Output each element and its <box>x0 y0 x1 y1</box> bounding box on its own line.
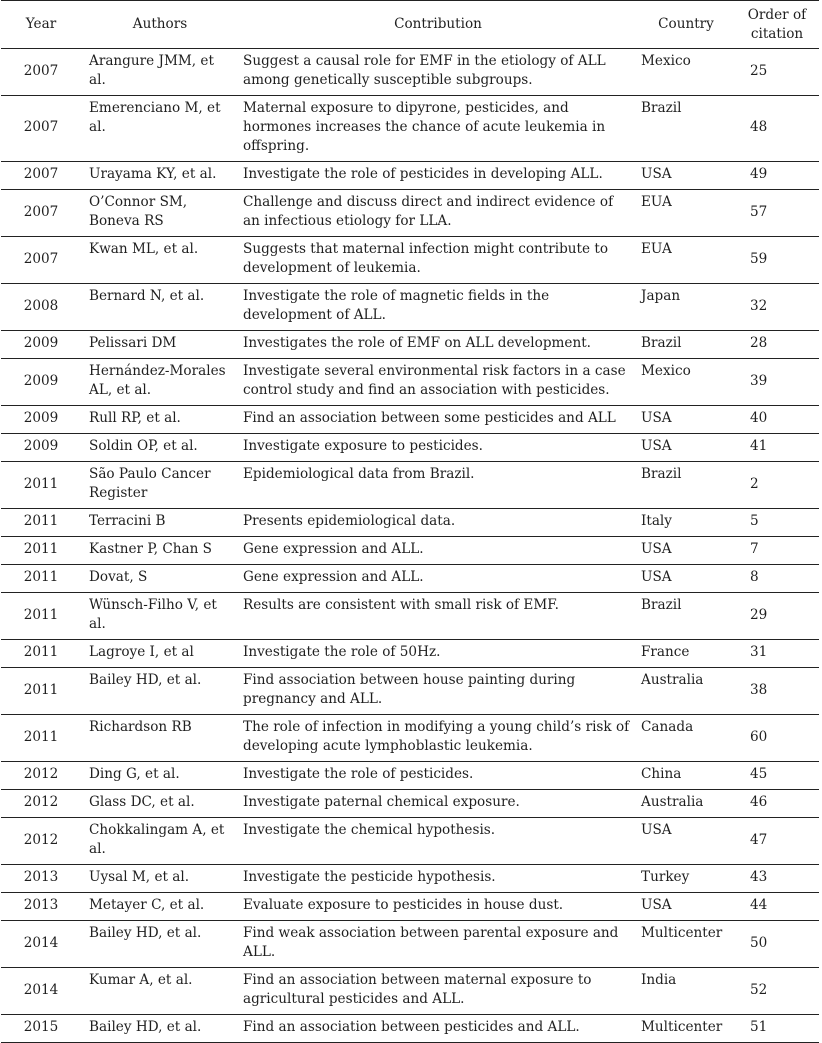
cell-country: EUA <box>641 194 672 210</box>
cell-contribution: Find association between house painting during pregnancy and ALL. <box>243 672 576 707</box>
table-row <box>1 509 819 537</box>
table-row <box>1 359 819 406</box>
cell-contribution: Investigate the role of pesticides. <box>243 766 474 782</box>
cell-authors: Bailey HD, et al. <box>89 672 202 688</box>
cell-year: 2012 <box>23 766 59 782</box>
cell-contribution: Suggest a causal role for EMF in the etiology of ALL among genetically susceptible subgroups. <box>243 53 606 88</box>
cell-order: 60 <box>750 728 768 745</box>
cell-country: Turkey <box>641 869 690 885</box>
cell-authors: Ding G, et al. <box>89 766 180 782</box>
cell-year: 2011 <box>23 681 59 698</box>
cell-contribution: Investigate several environmental risk factors in a case control study and find an association with pesticides. <box>243 363 626 398</box>
cell-contribution: Gene expression and ALL. <box>243 569 424 585</box>
cell-order: 38 <box>750 681 768 698</box>
cell-contribution: Investigate the pesticide hypothesis. <box>243 869 496 885</box>
cell-country: USA <box>641 569 672 585</box>
table-row <box>1 162 819 190</box>
header-year: Year <box>25 16 57 32</box>
cell-authors: São Paulo Cancer Register <box>89 466 211 501</box>
cell-contribution: Gene expression and ALL. <box>243 541 424 557</box>
cell-year: 2014 <box>23 934 59 951</box>
cell-order: 29 <box>750 606 768 623</box>
cell-year: 2011 <box>23 728 59 745</box>
cell-authors: Bailey HD, et al. <box>89 925 202 941</box>
cell-authors: Bernard N, et al. <box>89 288 205 304</box>
cell-year: 2007 <box>23 250 59 267</box>
cell-contribution: Presents epidemiological data. <box>243 513 456 529</box>
cell-contribution: Investigate the role of pesticides in developing ALL. <box>243 166 603 182</box>
table-row <box>1 818 819 865</box>
cell-year: 2011 <box>23 569 59 585</box>
cell-country: Canada <box>641 719 694 735</box>
table-row <box>1 968 819 1015</box>
cell-country: USA <box>641 438 672 454</box>
cell-year: 2012 <box>23 831 59 848</box>
cell-contribution: Investigate paternal chemical exposure. <box>243 794 520 810</box>
table-row <box>1 49 819 96</box>
cell-year: 2007 <box>23 119 59 135</box>
cell-year: 2009 <box>23 438 59 454</box>
cell-country: USA <box>641 166 672 182</box>
cell-country: Brazil <box>641 335 682 351</box>
cell-year: 2007 <box>23 166 59 182</box>
table-row <box>1 668 819 715</box>
header-authors: Authors <box>132 16 188 32</box>
cell-contribution: Investigate the role of magnetic fields in the development of ALL. <box>243 288 550 323</box>
cell-order: 45 <box>750 766 768 782</box>
cell-country: USA <box>641 897 672 913</box>
header-contribution: Contribution <box>394 16 482 32</box>
table-row <box>1 284 819 331</box>
cell-order: 48 <box>750 119 768 135</box>
cell-order: 51 <box>750 1019 768 1035</box>
cell-contribution: Evaluate exposure to pesticides in house dust. <box>243 897 564 913</box>
cell-country: Multicenter <box>641 925 723 941</box>
cell-country: France <box>641 644 690 660</box>
cell-order: 52 <box>750 981 768 998</box>
cell-country: China <box>641 766 682 782</box>
table-row <box>1 921 819 968</box>
cell-contribution: Find an association between pesticides and ALL. <box>243 1019 580 1035</box>
cell-contribution: The role of infection in modifying a young child’s risk of developing acute lymphoblastic leukemia. <box>243 719 630 754</box>
cell-order: 50 <box>750 934 768 951</box>
citation-table <box>1 0 819 1043</box>
cell-authors: Emerenciano M, et al. <box>89 100 221 135</box>
cell-contribution: Find an association between maternal exposure to agricultural pesticides and ALL. <box>243 972 592 1007</box>
cell-order: 41 <box>750 438 768 454</box>
cell-country: USA <box>641 410 672 426</box>
cell-year: 2011 <box>23 644 59 660</box>
cell-country: Multicenter <box>641 1019 723 1035</box>
table-row <box>1 237 819 284</box>
cell-order: 8 <box>750 569 759 585</box>
cell-country: Brazil <box>641 466 682 482</box>
cell-country: Mexico <box>641 53 691 69</box>
cell-contribution: Epidemiological data from Brazil. <box>243 466 475 482</box>
table-row <box>1 190 819 237</box>
cell-contribution: Investigate the role of 50Hz. <box>243 644 441 660</box>
table-header <box>1 1 819 49</box>
cell-authors: Glass DC, et al. <box>89 794 195 810</box>
cell-authors: Metayer C, et al. <box>89 897 205 913</box>
cell-order: 59 <box>750 250 768 267</box>
cell-country: Australia <box>641 672 704 688</box>
table-row <box>1 406 819 434</box>
cell-contribution: Investigate the chemical hypothesis. <box>243 822 496 838</box>
table-row <box>1 537 819 565</box>
cell-authors: Urayama KY, et al. <box>89 166 217 182</box>
cell-contribution: Suggests that maternal infection might contribute to development of leukemia. <box>243 241 609 276</box>
cell-authors: Bailey HD, et al. <box>89 1019 202 1035</box>
cell-authors: Pelissari DM <box>89 335 177 351</box>
table-row <box>1 762 819 790</box>
header-row <box>1 1 819 49</box>
cell-contribution: Investigates the role of EMF on ALL development. <box>243 335 591 351</box>
cell-contribution: Maternal exposure to dipyrone, pesticides, and hormones increases the chance of acute leukemia in offspring. <box>243 100 606 154</box>
cell-order: 7 <box>750 541 759 557</box>
table-row <box>1 640 819 668</box>
cell-year: 2009 <box>23 335 59 351</box>
cell-year: 2013 <box>23 897 59 913</box>
cell-contribution: Results are consistent with small risk of EMF. <box>243 597 559 613</box>
cell-country: Brazil <box>641 597 682 613</box>
cell-authors: Soldin OP, et al. <box>89 438 198 454</box>
cell-authors: Terracini B <box>89 513 166 529</box>
cell-authors: O’Connor SM, Boneva RS <box>89 194 188 229</box>
cell-year: 2008 <box>23 297 59 314</box>
cell-year: 2013 <box>23 869 59 885</box>
cell-year: 2007 <box>23 203 59 220</box>
table-row <box>1 865 819 893</box>
cell-order: 5 <box>750 513 759 529</box>
cell-authors: Wünsch-Filho V, et al. <box>89 597 217 632</box>
cell-year: 2012 <box>23 794 59 810</box>
cell-country: EUA <box>641 241 672 257</box>
cell-authors: Rull RP, et al. <box>89 410 181 426</box>
cell-authors: Kumar A, et al. <box>89 972 193 988</box>
cell-country: USA <box>641 822 672 838</box>
table-row <box>1 790 819 818</box>
cell-authors: Kwan ML, et al. <box>89 241 199 257</box>
cell-contribution: Find an association between some pesticides and ALL <box>243 410 616 426</box>
cell-year: 2015 <box>23 1019 59 1035</box>
table-row <box>1 331 819 359</box>
cell-order: 39 <box>750 372 768 389</box>
header-country: Country <box>658 16 714 32</box>
cell-authors: Hernández-Morales AL, et al. <box>89 363 226 398</box>
table-row <box>1 434 819 462</box>
table-row <box>1 593 819 640</box>
cell-year: 2011 <box>23 513 59 529</box>
cell-order: 44 <box>750 897 768 913</box>
table-row <box>1 715 819 762</box>
cell-order: 46 <box>750 794 768 810</box>
cell-order: 31 <box>750 644 768 660</box>
table-row <box>1 96 819 162</box>
cell-country: India <box>641 972 677 988</box>
cell-country: Japan <box>641 288 681 304</box>
cell-order: 2 <box>750 475 759 492</box>
cell-order: 47 <box>750 831 768 848</box>
cell-year: 2014 <box>23 981 59 998</box>
cell-authors: Dovat, S <box>89 569 148 585</box>
cell-authors: Lagroye I, et al <box>89 644 194 660</box>
cell-order: 32 <box>750 297 768 314</box>
cell-authors: Uysal M, et al. <box>89 869 190 885</box>
cell-year: 2011 <box>23 475 59 492</box>
cell-country: Australia <box>641 794 704 810</box>
cell-authors: Kastner P, Chan S <box>89 541 212 557</box>
table-row <box>1 462 819 509</box>
table-row <box>1 565 819 593</box>
cell-year: 2011 <box>23 606 59 623</box>
table-body <box>1 49 819 1043</box>
cell-order: 49 <box>750 166 768 182</box>
table-row <box>1 893 819 921</box>
cell-contribution: Challenge and discuss direct and indirect evidence of an infectious etiology for LLA. <box>243 194 614 229</box>
cell-year: 2011 <box>23 541 59 557</box>
cell-authors: Chokkalingam A, et al. <box>89 822 225 857</box>
cell-order: 57 <box>750 203 768 220</box>
cell-authors: Arangure JMM, et al. <box>89 53 214 88</box>
cell-order: 43 <box>750 869 768 885</box>
cell-authors: Richardson RB <box>89 719 192 735</box>
header-order-of-citation: Order of citation <box>747 6 807 42</box>
cell-country: Mexico <box>641 363 691 379</box>
cell-order: 40 <box>750 410 768 426</box>
cell-contribution: Find weak association between parental exposure and ALL. <box>243 925 619 960</box>
cell-contribution: Investigate exposure to pesticides. <box>243 438 483 454</box>
cell-year: 2009 <box>23 372 59 389</box>
cell-year: 2007 <box>23 62 59 79</box>
cell-country: Italy <box>641 513 672 529</box>
cell-order: 25 <box>750 62 768 79</box>
cell-year: 2009 <box>23 410 59 426</box>
cell-country: USA <box>641 541 672 557</box>
cell-country: Brazil <box>641 100 682 116</box>
cell-order: 28 <box>750 335 768 351</box>
